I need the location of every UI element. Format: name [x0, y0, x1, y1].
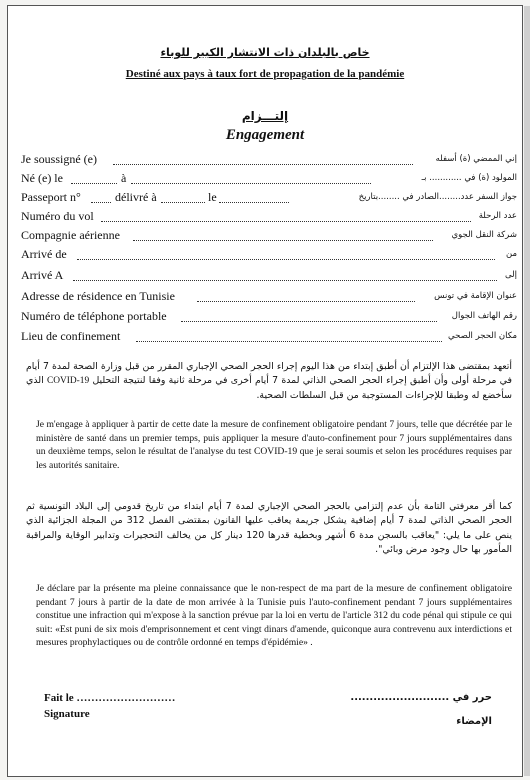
- paragraph-arabic-1-text: أتعهد بمقتضى هذا الإلتزام أن أطبق إبتداء من هذا اليوم إجراء الحجر الصحي الإجباري المقرر من قبل وزارة الصحة لمدة 7 أيام في مرحلة أولى وأن أطبق إجراء الحجر الصحي الذاتي لمدة 7 أيام أخرى في مرحلة ثانية وفقا لنتيجة التحليل: [26, 361, 513, 387]
- field-label-ar: جواز السفر عدد........الصادر في ........بتاريخ: [358, 192, 517, 202]
- paragraph-arabic-1-end: الذي سأخضع له وطبقا للإجراءات المستوجبة من قبل السلطات الصحية.: [26, 375, 512, 401]
- field-label-ar: إني الممضي (ة) أسفله: [435, 154, 517, 164]
- header-french-title: Destiné aux pays à taux fort de propagation de la pandémie: [125, 68, 405, 80]
- fill-line: [197, 301, 415, 302]
- field-label-fr: Lieu de confinement: [21, 329, 121, 343]
- fill-line: [181, 321, 437, 322]
- field-label-fr: Arrivé de: [21, 247, 67, 261]
- field-row-telephone: [21, 309, 517, 325]
- field-label-ar: مكان الحجر الصحي: [448, 331, 517, 341]
- field-row-ne-le: [21, 171, 517, 187]
- imdha-label: الإمضاء: [456, 716, 492, 727]
- field-row-arrive-de: [21, 247, 517, 263]
- fill-line: [131, 183, 371, 184]
- header-arabic-title: خاص بالبلدان ذات الانتشار الكبير للوباء: [160, 46, 370, 59]
- field-label-fr: Je soussigné (e): [21, 152, 97, 166]
- field-label-fr: Numéro de téléphone portable: [21, 309, 167, 323]
- document-page: [7, 5, 523, 777]
- field-label-fr: Adresse de résidence en Tunisie: [21, 289, 175, 303]
- covid-tag: COVID-19: [47, 376, 90, 387]
- fait-le-line: Fait le ………………………: [44, 692, 176, 704]
- field-label-fr: Compagnie aérienne: [21, 228, 120, 242]
- fill-line: [161, 202, 205, 203]
- field-label-fr: Arrivé A: [21, 268, 64, 282]
- field-label-ar: المولود (ة) في ............ بـ: [421, 173, 517, 183]
- field-label-fr-mid: délivré à: [115, 190, 157, 204]
- fill-line: [219, 202, 289, 203]
- field-label-ar: إلى: [504, 270, 517, 280]
- harrar-fi-line: حرر في ..........................: [350, 692, 492, 703]
- field-row-lieu-confinement: [21, 329, 517, 345]
- paragraph-french-2: Je déclare par la présente ma pleine connaissance que le non-respect de ma part de la mesure de confinement obligatoire pendant 7 jours à partir de la date de mon arrivée à la Tunisie puis l'auto-confinement pendant 7 jours supplémentaires constitue une infraction qui m'expose à la sanction prévue par la loi en vertu de l'article 312 du code pénal qui stipule ce qui suit: «Est puni de six mois d'emprisonnement et cent vingt dinars d'amende, quiconque aura contrevenu aux interdictions et mesures prophylactiques ou de contrôle ordonné en temps d'épidémie» .: [36, 583, 512, 649]
- field-label-ar: عدد الرحلة: [478, 211, 517, 221]
- fill-line: [73, 280, 497, 281]
- field-row-compagnie: [21, 228, 517, 244]
- field-row-numero-vol: [21, 209, 517, 225]
- field-label-fr: Passeport n°: [21, 190, 81, 204]
- field-row-soussigne: [21, 152, 517, 168]
- title-arabic: إلتـــزام: [241, 109, 289, 123]
- field-label-ar: من: [505, 249, 517, 259]
- field-label-ar: رقم الهاتف الجوال: [451, 311, 517, 321]
- field-label-fr: Né (e) le: [21, 171, 63, 185]
- fill-line: [91, 202, 111, 203]
- fill-line: [133, 240, 433, 241]
- field-row-adresse: [21, 289, 517, 305]
- fill-line: [136, 341, 442, 342]
- field-label-fr: Numéro du vol: [21, 209, 94, 223]
- fill-line: [101, 221, 471, 222]
- page-edge-shadow: [524, 6, 530, 776]
- field-row-passeport: [21, 190, 517, 206]
- field-label-ar: شركة النقل الجوي: [451, 230, 517, 240]
- field-row-arrive-a: [21, 268, 517, 284]
- signature-label: Signature: [44, 708, 90, 720]
- title-french: Engagement: [225, 127, 305, 143]
- fill-line: [71, 183, 117, 184]
- paragraph-french-1: Je m'engage à appliquer à partir de cette date la mesure de confinement obligatoire pendant 7 jours, telle que décrétée par le ministère de santé dans un premier temps, puis appliquer la mesure d'auto-confinement pour 7 jours supplémentaires dans un deuxième temps, selon le résultat de l'analyse du test COVID-19 que je serai soumis et selon les procédures requises par les autorités sanitaire.: [36, 419, 512, 471]
- fill-line: [113, 164, 413, 165]
- paragraph-arabic-1: [26, 360, 512, 403]
- paragraph-arabic-2: كما أقر معرفتي التامة بأن عدم إلتزامي بالحجر الصحي الإجباري لمدة 7 أيام ابتداء من تاريخ قدومي إلى البلاد التونسية ثم الحجر الصحي الذاتي لمدة 7 أيام إضافية يشكل جريمة يعاقب عليها القانون بمقتضى الفصل 312 من المجلة الجزائية الذي ينص على ما يلي: "يعاقب بالسجن مدة 6 أشهر وبخطية قدرها 120 دينار كل من يخالف التحجيرات وتدابير الوقاية والمراقبة المأمور بها حال وجود مرض وبائي".: [26, 501, 512, 556]
- field-label-ar: عنوان الإقامة في تونس: [434, 291, 517, 301]
- field-label-fr-mid: à: [121, 171, 127, 185]
- fill-line: [77, 259, 495, 260]
- field-label-fr-mid2: le: [208, 190, 217, 204]
